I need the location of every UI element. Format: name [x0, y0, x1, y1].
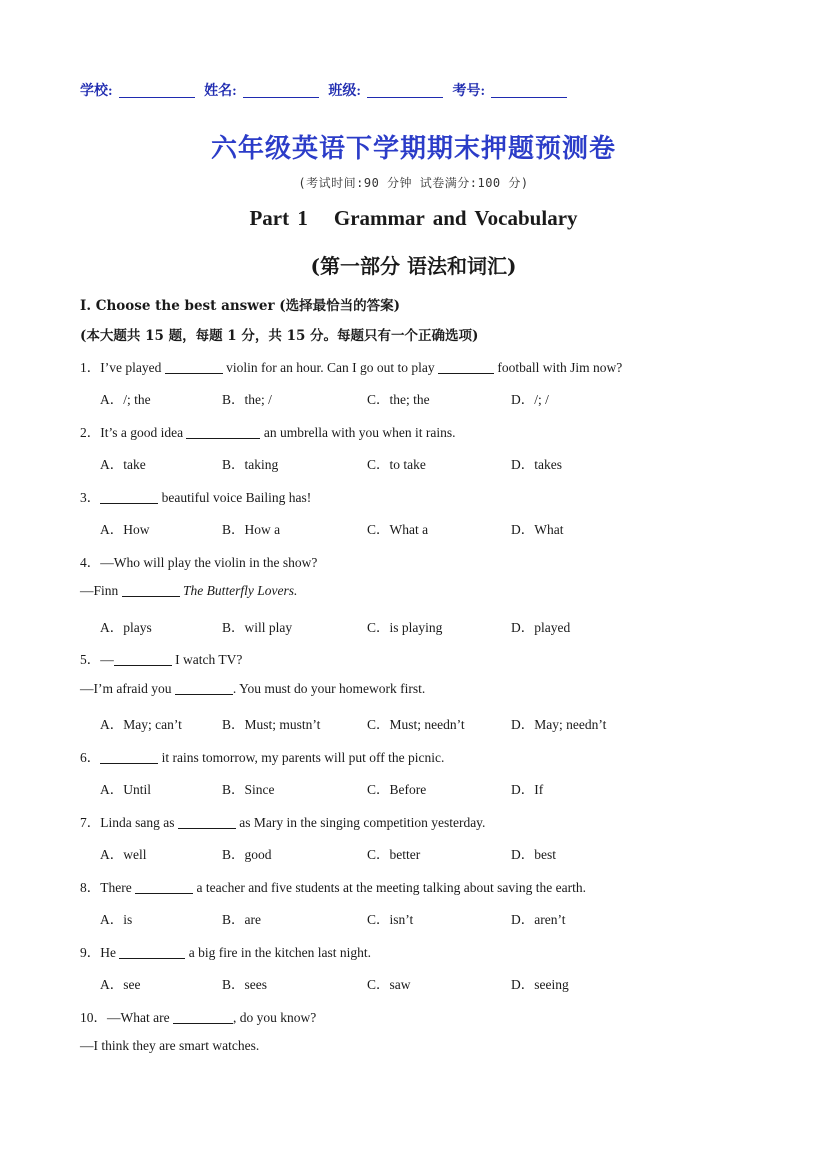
option-d[interactable]: D．played	[511, 620, 571, 635]
class-label: 班级:	[328, 84, 362, 99]
answer-blank[interactable]	[186, 425, 260, 439]
question-text: —Who will play the violin in the show?	[100, 555, 318, 570]
student-info-line	[80, 80, 573, 100]
part-heading	[0, 206, 827, 231]
question-text: —What are	[107, 1010, 173, 1025]
question-10	[80, 1006, 316, 1026]
question-text: an umbrella with you when it rains.	[260, 425, 456, 440]
question-7	[80, 811, 485, 831]
option-a[interactable]: A．take	[100, 457, 146, 472]
question-text: a teacher and five students at the meeting talking about saving the earth.	[193, 880, 586, 895]
answer-blank[interactable]	[122, 583, 180, 597]
question-6	[80, 746, 444, 766]
section-heading: I. Choose the best answer (选择最恰当的答案)	[80, 298, 401, 314]
option-b[interactable]: B．are	[222, 912, 261, 927]
option-d[interactable]: D．/; /	[511, 392, 549, 407]
option-c[interactable]: C．the; the	[367, 392, 430, 407]
number-label: 考号:	[452, 84, 486, 99]
question-4-line-2	[80, 583, 297, 599]
question-text: football with Jim now?	[493, 360, 623, 375]
option-d[interactable]: D．What	[511, 522, 564, 537]
option-b[interactable]: B．will play	[222, 620, 293, 635]
question-text: beautiful voice Bailing has!	[158, 490, 312, 505]
part-heading-cn: (第一部分 语法和词汇)	[310, 254, 517, 278]
question-number: 9．	[80, 945, 101, 960]
question-text: as Mary in the singing competition yesterday.	[235, 815, 486, 830]
number-blank[interactable]	[491, 83, 567, 98]
question-text: —I’m afraid you	[80, 681, 175, 696]
option-d[interactable]: D．If	[511, 782, 544, 797]
answer-blank[interactable]	[100, 750, 158, 764]
section-instruction: (本大题共 15 题，每题 1 分，共 15 分。每题只有一个正确选项)	[80, 328, 479, 344]
answer-blank[interactable]	[175, 681, 233, 695]
question-text: It’s a good idea	[100, 425, 187, 440]
option-c[interactable]: C．Must; needn’t	[367, 717, 465, 732]
question-text: I’ve played	[100, 360, 165, 375]
option-c[interactable]: C．better	[367, 847, 421, 862]
option-b[interactable]: B．the; /	[222, 392, 272, 407]
option-d[interactable]: D．May; needn’t	[511, 717, 607, 732]
school-blank[interactable]	[119, 83, 195, 98]
option-a[interactable]: A．How	[100, 522, 150, 537]
question-5-line-2	[80, 681, 425, 697]
question-text: I watch TV?	[171, 652, 243, 667]
question-text: —	[100, 652, 114, 667]
option-b[interactable]: B．good	[222, 847, 272, 862]
exam-subtitle: (考试时间:90 分钟 试卷满分:100 分)	[298, 176, 529, 190]
school-label: 学校:	[80, 84, 113, 99]
option-c[interactable]: C．Before	[367, 782, 427, 797]
question-2	[80, 421, 455, 441]
answer-blank[interactable]	[100, 490, 158, 504]
question-9	[80, 941, 371, 961]
question-10-line-2	[80, 1038, 259, 1054]
option-c[interactable]: C．What a	[367, 522, 429, 537]
question-text: There	[100, 880, 136, 895]
option-a[interactable]: A．see	[100, 977, 141, 992]
question-text: violin for an hour. Can I go out to play	[222, 360, 438, 375]
song-title: The Butterfly Lovers.	[183, 583, 298, 598]
option-a[interactable]: A．May; can’t	[100, 717, 182, 732]
option-d[interactable]: D．best	[511, 847, 556, 862]
answer-blank[interactable]	[114, 652, 172, 666]
option-b[interactable]: B．sees	[222, 977, 267, 992]
question-8	[80, 876, 586, 896]
question-text: it rains tomorrow, my parents will put off the picnic.	[158, 750, 445, 765]
option-c[interactable]: C．isn’t	[367, 912, 414, 927]
question-number: 5．	[80, 652, 101, 667]
question-3	[80, 486, 311, 506]
question-1	[80, 356, 622, 376]
question-text: —Finn	[80, 583, 122, 598]
option-d[interactable]: D．takes	[511, 457, 562, 472]
name-blank[interactable]	[243, 83, 319, 98]
name-label: 姓名:	[204, 84, 237, 99]
option-a[interactable]: A．well	[100, 847, 147, 862]
option-c[interactable]: C．saw	[367, 977, 411, 992]
exam-title: 六年级英语下学期期末押题预测卷	[210, 134, 616, 164]
option-d[interactable]: D．aren’t	[511, 912, 566, 927]
question-number: 3．	[80, 490, 101, 505]
question-text: . You must do your homework first.	[232, 681, 426, 696]
question-number: 4．	[80, 555, 101, 570]
option-a[interactable]: A．plays	[100, 620, 152, 635]
part-name: Grammar and Vocabulary	[333, 206, 578, 230]
class-blank[interactable]	[367, 83, 443, 98]
question-5	[80, 648, 242, 668]
answer-blank[interactable]	[438, 360, 494, 374]
option-a[interactable]: A．is	[100, 912, 133, 927]
option-b[interactable]: B．Since	[222, 782, 275, 797]
question-number: 6．	[80, 750, 101, 765]
answer-blank[interactable]	[178, 815, 236, 829]
answer-blank[interactable]	[165, 360, 223, 374]
option-b[interactable]: B．How a	[222, 522, 281, 537]
option-c[interactable]: C．to take	[367, 457, 426, 472]
question-text: —I think they are smart watches.	[80, 1038, 260, 1053]
question-text: Linda sang as	[100, 815, 178, 830]
answer-blank[interactable]	[119, 945, 185, 959]
question-number: 8．	[80, 880, 101, 895]
option-c[interactable]: C．is playing	[367, 620, 443, 635]
option-b[interactable]: B．taking	[222, 457, 279, 472]
question-text: He	[100, 945, 120, 960]
question-number: 10．	[80, 1010, 107, 1025]
question-4	[80, 551, 317, 571]
option-b[interactable]: B．Must; mustn’t	[222, 717, 321, 732]
answer-blank[interactable]	[135, 880, 193, 894]
option-a[interactable]: A．/; the	[100, 392, 151, 407]
question-text: , do you know?	[232, 1010, 317, 1025]
question-text: a big fire in the kitchen last night.	[185, 945, 371, 960]
question-number: 2．	[80, 425, 101, 440]
option-d[interactable]: D．seeing	[511, 977, 569, 992]
option-a[interactable]: A．Until	[100, 782, 152, 797]
question-number: 1．	[80, 360, 101, 375]
part-label: Part 1	[249, 206, 308, 230]
answer-blank[interactable]	[173, 1010, 233, 1024]
question-number: 7．	[80, 815, 101, 830]
